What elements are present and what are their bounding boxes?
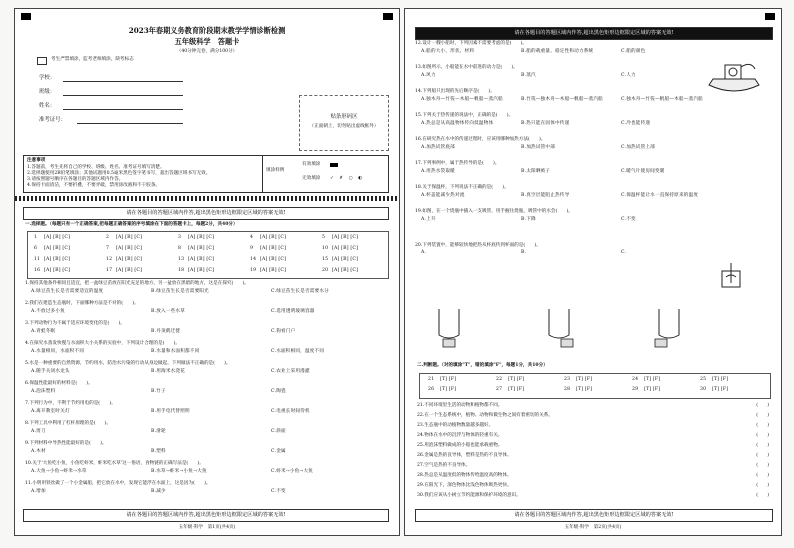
notes-line: 3.请按照题号顺序在各题目的答题区域内作答。 (27, 177, 124, 182)
question-number: 5 (322, 235, 326, 240)
answer-paren[interactable]: ( ) (756, 433, 769, 438)
answer-paren[interactable]: ( ) (756, 463, 769, 468)
notes-line: 4.保持卡面清洁，不要折叠，不要弄破，禁用涂改液和不干胶条。 (27, 183, 161, 188)
correct-fill-label: 有效填涂 (302, 162, 321, 167)
notes-line: 2.选择题使用2B铅笔填涂；其他试题用0.5毫米黑色签字笔书写，超出答题区域书写无效。 (27, 171, 211, 176)
barcode-label: 贴条形码区 (330, 114, 358, 120)
question-option: C.独木舟—竹筏—帆船—木船—蒸汽船 (621, 97, 703, 102)
question-text: 17.下列事例中，属于热传导的是( )。 (415, 161, 500, 166)
page-footer: 五年级·科学 第2页(共4页) (564, 525, 622, 530)
question-option: C.电视长时间待机 (271, 409, 310, 414)
tf-bubbles[interactable]: [T] [F] (576, 377, 593, 382)
question-number: 11 (34, 257, 41, 262)
tf-bubbles[interactable]: [T] [F] (440, 377, 457, 382)
answer-bubbles[interactable]: [A] [B] [C] (116, 268, 143, 273)
question-option: A.离开教室时关灯 (31, 409, 70, 414)
question-number: 15 (322, 257, 329, 262)
question-number: 22 (496, 377, 503, 382)
wrong-fill-label: 无效填涂 (302, 176, 321, 181)
question-number: 21 (428, 377, 435, 382)
question-option: C.暖气片使房间变暖 (621, 169, 665, 174)
question-text: 10.关于'大鱼吃小鱼，小鱼吃虾米，虾米吃水草'这一俗语，食物链的正确写法是( )。 (25, 461, 204, 466)
tf-bubbles[interactable]: [T] [F] (712, 377, 729, 382)
heating-figures (423, 305, 759, 349)
question-option: A.木材 (31, 449, 46, 454)
question-option: C.人力 (621, 73, 636, 78)
answer-bubbles[interactable]: [A] [B] [C] (44, 257, 71, 262)
judgement-item: 23.生态瓶中的动植物数量越多越好。 (417, 423, 494, 428)
question-option: B.热只能在固体中传递 (521, 121, 570, 126)
answer-bubbles[interactable]: [A] [B] [C] (44, 268, 71, 273)
field-class-input[interactable] (63, 89, 183, 96)
question-text: 19.如图，在一个烧瓶中插入一支吸管，用手握住烧瓶，吸管中的水会( )。 (415, 209, 573, 214)
question-number: 27 (496, 387, 503, 392)
answer-bubbles[interactable]: [A] [B] [C] (188, 235, 215, 240)
question-option: A.随手关闭水龙头 (31, 369, 70, 374)
question-option: C.虾米→小鱼→大鱼 (271, 469, 314, 474)
question-number: 12 (106, 257, 113, 262)
question-text: 2.我们在建造生态瓶时，下面哪种方法是不对的( )。 (25, 301, 139, 306)
question-option: B.丹顶鹤迁徙 (151, 329, 181, 334)
question-option: B.竹筏—独木舟—木船—帆船—蒸汽船 (521, 97, 603, 102)
answer-bubbles[interactable]: [A] [B] [C] (116, 257, 143, 262)
tf-bubbles[interactable]: [T] [F] (644, 387, 661, 392)
judgement-item: 26.金属是热的良导体，塑料是热的不良导体。 (417, 453, 512, 458)
question-option: B.滑轮 (151, 429, 166, 434)
absent-mark-box[interactable] (37, 57, 47, 65)
question-option: B.下降 (521, 217, 536, 222)
question-number: 13 (178, 257, 185, 262)
question-number: 8 (178, 246, 182, 251)
exam-time-note: （40分钟完卷，满分100分） (176, 49, 238, 54)
question-text: 4.在探究水蒸发快慢与水面积大小关系的实验中，下列设计合理的是( )。 (25, 341, 180, 346)
answer-sheet-page-1 (14, 8, 400, 536)
question-number: 10 (322, 246, 329, 251)
question-option: C.金属 (271, 449, 286, 454)
answer-paren[interactable]: ( ) (756, 483, 769, 488)
judgement-item: 24.物体在水中的沉浮与物体的轻重有关。 (417, 433, 503, 438)
choice-answer-grid (27, 231, 389, 279)
answer-bubbles[interactable]: [A] [B] [C] (188, 257, 215, 262)
question-text: 6.保温性能最好的材料是( )。 (25, 381, 93, 386)
section2-title: 二.判断题。（对的填涂"T"，错的填涂"F"，每题1分，共10分） (417, 363, 548, 368)
answer-bubbles[interactable]: [A] [B] [C] (332, 246, 359, 251)
question-option: C.陶瓷 (271, 389, 286, 394)
true-false-answer-grid (419, 373, 771, 399)
boat-figure (705, 57, 763, 97)
field-exam-number-input[interactable] (77, 117, 183, 124)
question-number: 18 (178, 268, 185, 273)
answer-bubbles[interactable]: [A] [B] [C] (260, 257, 287, 262)
tf-bubbles[interactable]: [T] [F] (508, 387, 525, 392)
question-option: A.独木舟—竹筏—木船—帆船—蒸汽船 (421, 97, 503, 102)
question-option: A.绿豆苗生长是否需要适宜的温度 (31, 289, 104, 294)
question-option: A.剪刀 (31, 429, 46, 434)
question-number: 26 (428, 387, 435, 392)
question-number: 4 (250, 235, 254, 240)
answer-sheet-page-2 (404, 8, 782, 536)
judgement-item: 25.用泡沫塑料做成的小船也能承载重物。 (417, 443, 503, 448)
wrong-fill-sample: ✓ ✗ ○ ◐ (330, 176, 365, 181)
question-text: 5.水是一种重要的自然资源，节约用水，防治水污染的行动从身边做起，下列做法不正确的是( )。 (25, 361, 231, 366)
answer-bubbles[interactable]: [A] [B] [C] (332, 257, 359, 262)
question-option: C.船的颜色 (621, 49, 646, 54)
question-text: 14.下列船只出现的先后顺序是( )。 (415, 89, 495, 94)
answer-bubbles[interactable]: [A] [B] [C] (332, 235, 359, 240)
question-number: 23 (564, 377, 571, 382)
question-option: A.不放过多小鱼 (31, 309, 65, 314)
field-name-input[interactable] (63, 103, 183, 110)
heating-figure-b (543, 305, 575, 349)
question-text: 3.下列动物行为不属于适应环境变化的是( )。 (25, 321, 125, 326)
question-option: C.绿豆苗生长是否需要水分 (271, 289, 329, 294)
field-school-label: 学校： (39, 75, 56, 81)
tf-bubbles[interactable]: [T] [F] (712, 387, 729, 392)
question-option: A.杯盖能减少热对流 (421, 193, 465, 198)
question-number: 19 (250, 268, 257, 273)
question-number: 3 (178, 235, 182, 240)
question-number: 14 (250, 257, 257, 262)
question-option: B.船的载重量、稳定性和动力系统 (521, 49, 594, 54)
question-text: 18.关于保温杯，下列说法不正确的是( )。 (415, 185, 509, 190)
notes-box (23, 155, 389, 193)
question-number: 16 (34, 268, 41, 273)
question-text: 9.下列材料中导热性能最好的是( )。 (25, 441, 107, 446)
question-number: 28 (564, 387, 571, 392)
judgement-item: 21.不同环境里生活的动物和植物都不同。 (417, 403, 503, 408)
question-text: 8.下列工具中利用了杠杆原理的是( )。 (25, 421, 112, 426)
tf-bubbles[interactable]: [T] [F] (576, 387, 593, 392)
field-name-label: 姓名： (39, 103, 56, 109)
question-text: 20.下列装置中，能够较快地把热从杯底传到杯面的是( )。 (415, 243, 541, 248)
answer-bubbles[interactable]: [A] [B] [C] (44, 235, 71, 240)
answer-area-banner: 请在各题目的答题区域内作答,超出黑色矩形边框限定区域的答案无效! (23, 207, 389, 220)
question-option: C. (621, 250, 627, 255)
question-option: C.选用透明玻璃容器 (271, 309, 315, 314)
question-option: B.用手电代替照明 (151, 409, 190, 414)
question-option: C.农业上采用漫灌 (271, 369, 310, 374)
tf-bubbles[interactable]: [T] [F] (644, 377, 661, 382)
exam-title: 2023年春期义务教育阶段期末教学学情诊断检测 (128, 26, 286, 35)
answer-bubbles[interactable]: [A] [B] [C] (260, 268, 287, 273)
question-text: 15.下列关于热传递的说法中，正确的是( )。 (415, 113, 514, 118)
answer-paren[interactable]: ( ) (756, 443, 769, 448)
field-school-input[interactable] (63, 75, 183, 82)
question-option: B.真空层能阻止热传导 (521, 193, 570, 198)
fill-sample-label: 填涂样例 (266, 168, 285, 173)
question-option: A.大鱼→小鱼→虾米→水草 (31, 469, 87, 474)
answer-bubbles[interactable]: [A] [B] [C] (260, 235, 287, 240)
answer-bubbles[interactable]: [A] [B] [C] (188, 268, 215, 273)
question-text: 16.在研究热在水中的传递过程时，应该用哪种加热方法( )。 (415, 137, 546, 142)
barcode-area (299, 95, 389, 151)
seal-instruction: 考生严禁填涂，监考老师填涂，缺考标志 (51, 57, 134, 62)
timing-marks (15, 196, 399, 201)
question-option: C.保温杯能让水一直保持原来的温度 (621, 193, 699, 198)
question-option: B. (521, 250, 527, 255)
question-option: C.加热试管上部 (621, 145, 655, 150)
question-option: C.不变 (271, 489, 286, 494)
correct-fill-sample (330, 163, 338, 167)
question-number: 6 (34, 246, 38, 251)
judgement-item: 29.在阳光下，深色物体比浅色物体吸热更快。 (417, 483, 512, 488)
question-number: 29 (632, 387, 639, 392)
question-option: B.水量和水面积都不同 (151, 349, 200, 354)
question-option: B.用淘米水浇花 (151, 369, 185, 374)
question-option: A.用热水袋取暖 (421, 169, 455, 174)
answer-paren[interactable]: ( ) (756, 493, 769, 498)
judgement-item: 27.空气是热的不良导体。 (417, 463, 471, 468)
answer-area-banner-bottom: 请在各题目的答题区域内作答,超出黑色矩形边框限定区域的答案无效! (415, 509, 773, 522)
registration-mark (765, 13, 775, 20)
question-option: A.青蛙冬眠 (31, 329, 56, 334)
tf-bubbles[interactable]: [T] [F] (508, 377, 525, 382)
question-number: 9 (250, 246, 254, 251)
question-number: 17 (106, 268, 113, 273)
tf-bubbles[interactable]: [T] [F] (440, 387, 457, 392)
question-number: 7 (106, 246, 110, 251)
judgement-item: 30.我们应该从小树立节约能源和保护环境的意识。 (417, 493, 521, 498)
question-number: 25 (700, 377, 707, 382)
question-option: A.水量相同，水面积不同 (31, 349, 85, 354)
answer-bubbles[interactable]: [A] [B] [C] (116, 235, 143, 240)
question-option: A.加热试管底部 (421, 145, 455, 150)
question-number: 20 (322, 268, 329, 273)
question-option: A.上升 (421, 217, 436, 222)
question-number: 30 (700, 387, 707, 392)
question-option: B.太阳晒被子 (521, 169, 551, 174)
answer-paren[interactable]: ( ) (756, 413, 769, 418)
question-option: C.不变 (621, 217, 636, 222)
registration-mark (21, 13, 31, 20)
answer-paren[interactable]: ( ) (756, 403, 769, 408)
answer-paren[interactable]: ( ) (756, 473, 769, 478)
page-footer: 五年级·科学 第1页(共4页) (178, 525, 236, 530)
question-number: 2 (106, 235, 110, 240)
heating-figure-c (653, 305, 685, 349)
question-option: A.风力 (421, 73, 436, 78)
question-option: A.泡沫塑料 (31, 389, 56, 394)
answer-bubbles[interactable]: [A] [B] [C] (260, 246, 287, 251)
question-option: A. (421, 250, 427, 255)
question-option: B.加热试管中部 (521, 145, 555, 150)
question-text: 1.保持其他条件相同且适宜，把一盆绿豆苗放在阳光充足的地方，另一盆放在黑暗的地方，这是在探究( )。 (25, 281, 249, 286)
heating-figure-a (433, 305, 465, 349)
field-exam-number-label: 准考证号： (39, 117, 66, 123)
question-option: C.冷也能传递 (621, 121, 651, 126)
question-text: 13.如图所示，小船能在水中前进的动力是( )。 (415, 65, 518, 70)
question-option: B.水草→虾米→小鱼→大鱼 (151, 469, 207, 474)
flask-figure (717, 261, 747, 291)
field-class-label: 班级： (39, 89, 56, 95)
section1-title: 一.选择题。（每题只有一个正确答案,把每题正确答案的序号填涂在下面的答题卡上，每题2分，共40分） (25, 222, 238, 227)
question-option: A.增加 (31, 489, 46, 494)
question-option: B.减少 (151, 489, 166, 494)
judgement-item: 22.在一个生态系统中，植物、动物和微生物之间有着密切的关系。 (417, 413, 553, 418)
answer-bubbles[interactable]: [A] [B] [C] (188, 246, 215, 251)
question-option: B.放入一些水草 (151, 309, 185, 314)
question-text: 11.小明用铁丝做了一个小金属船，把它放在水中，发现它能浮在水面上，这是因为( )。 (25, 481, 211, 486)
answer-paren[interactable]: ( ) (756, 453, 769, 458)
question-option: C.水面积相同，温度不同 (271, 349, 325, 354)
exam-subtitle: 五年级科学 答题卡 (174, 37, 240, 46)
answer-paren[interactable]: ( ) (756, 423, 769, 428)
question-option: B.竹子 (151, 389, 166, 394)
question-text: 12.设计一艘小船时，下列因素不需要考虑的是( )。 (415, 41, 527, 46)
answer-bubbles[interactable]: [A] [B] [C] (116, 246, 143, 251)
question-option: C.狗看门户 (271, 329, 296, 334)
answer-area-banner-dark: 请在各题目的答题区域内作答,超出黑色矩形边框限定区域的答案无效! (415, 27, 773, 40)
question-option: A.热总是从高温物体传向低温物体 (421, 121, 494, 126)
question-number: 24 (632, 377, 639, 382)
notes-line: 1.答题前，考生先将自己的学校、班级、姓名、准考证号填写清楚。 (27, 165, 165, 170)
notes-title: 注意事项 (27, 158, 46, 163)
question-option: B.塑料 (151, 449, 166, 454)
question-text: 7.下列行为中，不利于节约用电的是( )。 (25, 401, 116, 406)
answer-area-banner-bottom: 请在各题目的答题区域内作答,超出黑色矩形边框限定区域的答案无效! (23, 509, 389, 522)
barcode-note: （正面朝上，切勿贴出虚线框外） (309, 124, 379, 129)
question-option: C.斜面 (271, 429, 286, 434)
question-option: B.绿豆苗生长是否需要阳光 (151, 289, 209, 294)
question-number: 1 (34, 235, 38, 240)
answer-bubbles[interactable]: [A] [B] [C] (44, 246, 71, 251)
question-option: B.蒸汽 (521, 73, 536, 78)
judgement-item: 28.热总是从温度低的物体传给温度高的物体。 (417, 473, 512, 478)
question-option: A.船的大小、形状、材料 (421, 49, 475, 54)
answer-bubbles[interactable]: [A] [B] [C] (332, 268, 359, 273)
registration-mark (383, 13, 393, 20)
